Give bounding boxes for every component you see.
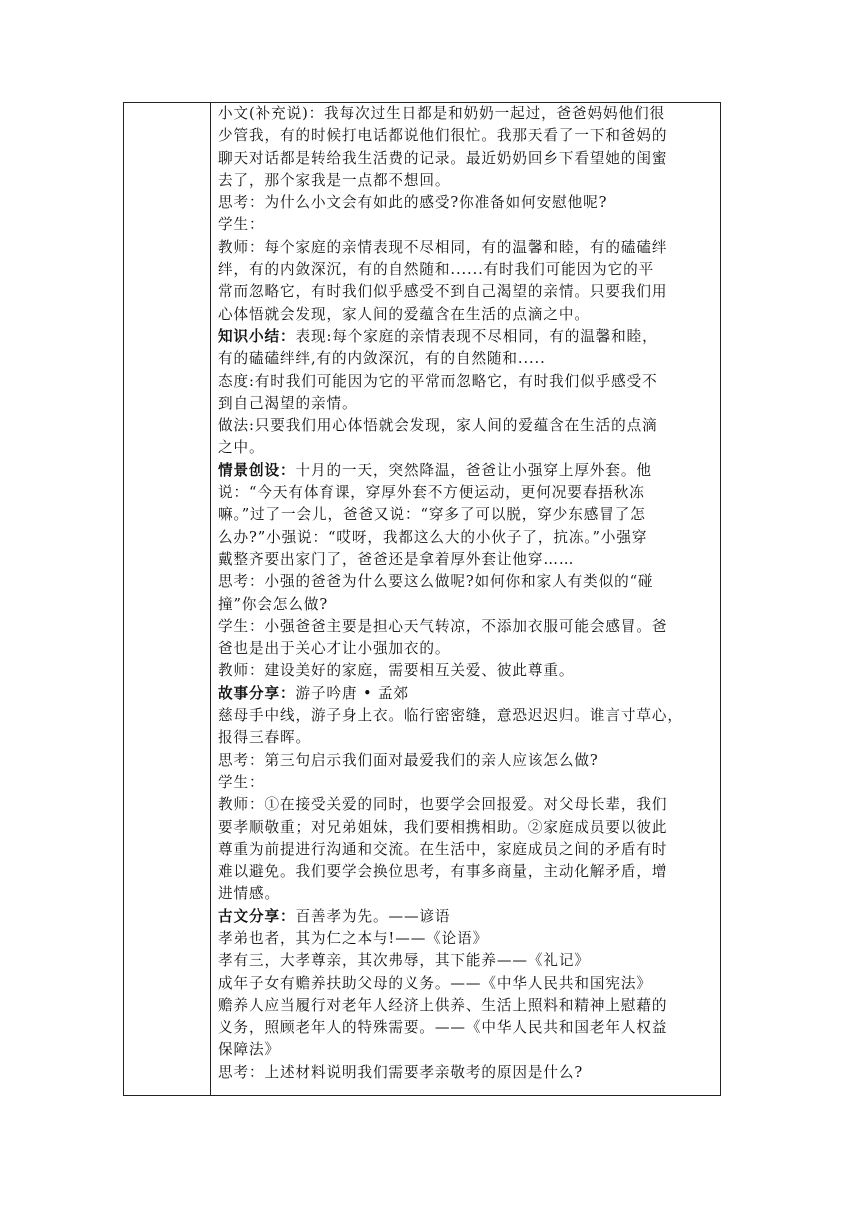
section-text: 百善孝为先。——谚语 <box>295 907 451 925</box>
left-column-cell <box>124 103 211 1095</box>
text-line <box>218 906 716 928</box>
text-line: 撞”你会怎么做? <box>218 595 329 613</box>
section-text: 十月的一天，突然降温，爸爸让小强穿上厚外套。他 <box>295 461 652 479</box>
text-line: 学生： <box>218 773 265 791</box>
text-line: 说：“今天有体育课，穿厚外套不方便运动，更何况要春捂秋冻 <box>218 484 645 502</box>
section-label: 古文分享： <box>218 907 296 925</box>
text-line: 常而忽略它，有时我们似乎感受不到自己渴望的亲情。只要我们用 <box>218 283 668 301</box>
section-label: 知识小结： <box>218 327 296 345</box>
text-line: 到自己渴望的亲情。 <box>218 394 358 412</box>
text-line <box>218 326 716 348</box>
text-line: 教师：建设美好的家庭，需要相互关爱、彼此尊重。 <box>218 662 575 680</box>
text-line: 报得三春晖。 <box>218 729 311 747</box>
section-label: 故事分享： <box>218 684 296 702</box>
text-line: 么办?”小强说：“哎呀，我都这么大的小伙子了，抗冻。”小强穿 <box>218 528 648 546</box>
text-line: 思考：为什么小文会有如此的感受?你准备如何安慰他呢? <box>218 194 608 212</box>
text-line: 要孝顺敬重；对兄弟姐妹，我们要相携相助。②家庭成员要以彼此 <box>218 818 668 836</box>
text-line: 学生：小强爸爸主要是担心天气转凉，不添加衣服可能会感冒。爸 <box>218 617 668 635</box>
text-line: 爸也是出于关心才让小强加衣的。 <box>218 640 451 658</box>
text-line: 小文(补充说)：我每次过生日都是和奶奶一起过，爸爸妈妈他们很 <box>218 105 666 122</box>
text-line: 思考：上述材料说明我们需要孝亲敬考的原因是什么? <box>218 1063 584 1081</box>
text-line: 聊天对话都是转给我生活费的记录。最近奶奶回乡下看望她的闺蜜 <box>218 149 668 167</box>
section-text: 游子吟唐 • 孟郊 <box>295 684 410 702</box>
text-line: 教师：①在接受关爱的同时，也要学会回报爱。对父母长辈，我们 <box>218 796 668 814</box>
text-line: 进情感。 <box>218 885 280 903</box>
text-line <box>218 460 716 482</box>
text-line <box>218 683 716 705</box>
text-line: 教师：每个家庭的亲情表现不尽相同，有的温馨和睦，有的磕磕绊 <box>218 238 668 256</box>
text-line: 保障法》 <box>218 1041 280 1059</box>
section-label: 情景创设： <box>218 461 296 479</box>
text-line: 心体悟就会发现，家人间的爱蕴含在生活的点滴之中。 <box>218 305 590 323</box>
text-line: 态度:有时我们可能因为它的平常而忽略它，有时我们似乎感受不 <box>218 372 658 390</box>
text-line: 少管我，有的时候打电话都说他们很忙。我那天看了一下和爸妈的 <box>218 127 668 145</box>
text-line: 赡养人应当履行对老年人经济上供养、生活上照料和精神上慰藉的 <box>218 996 668 1014</box>
text-line: 思考：第三句启示我们面对最爱我们的亲人应该怎么做? <box>218 751 599 769</box>
text-line: 做法:只要我们用心体悟就会发现，家人间的爱蕴含在生活的点滴 <box>218 417 658 435</box>
lesson-table <box>123 102 721 1096</box>
text-line: 绊，有的内敛深沉，有的自然随和......有时我们可能因为它的平 <box>218 261 655 279</box>
text-line: 思考：小强的爸爸为什么要这么做呢?如何你和家人有类似的“碰 <box>218 573 654 591</box>
text-line: 慈母手中线，游子身上衣。临行密密缝，意恐迟迟归。谁言寸草心， <box>218 707 683 725</box>
text-line: 尊重为前提进行沟通和交流。在生活中，家庭成员之间的矛盾有时 <box>218 840 668 858</box>
text-line: 之中。 <box>218 439 265 457</box>
text-line: 难以避免。我们要学会换位思考，有事多商量，主动化解矛盾，增 <box>218 863 668 881</box>
text-line: 成年子女有赡养扶助父母的义务。——《中华人民共和国宪法》 <box>218 974 652 992</box>
text-line: 学生： <box>218 216 265 234</box>
text-line: 孝有三，大孝尊亲，其次弗辱，其下能养——《礼记》 <box>218 952 590 970</box>
text-line: 义务，照顾老年人的特殊需要。——《中华人民共和国老年人权益 <box>218 1019 668 1037</box>
section-text: 表现:每个家庭的亲情表现不尽相同，有的温馨和睦， <box>295 327 658 345</box>
text-line: 有的磕磕绊绊,有的内敛深沉，有的自然随和..... <box>218 350 546 368</box>
text-line: 戴整齐要出家门了，爸爸还是拿着厚外套让他穿…… <box>218 550 575 568</box>
content-cell <box>211 103 720 1095</box>
text-line: 嘛。”过了一会儿，爸爸又说：“穿多了可以脱，穿少东感冒了怎 <box>218 506 646 524</box>
text-line: 孝弟也者，其为仁之本与!——《论语》 <box>218 929 489 947</box>
text-line: 去了，那个家我是一点都不想回。 <box>218 171 451 189</box>
